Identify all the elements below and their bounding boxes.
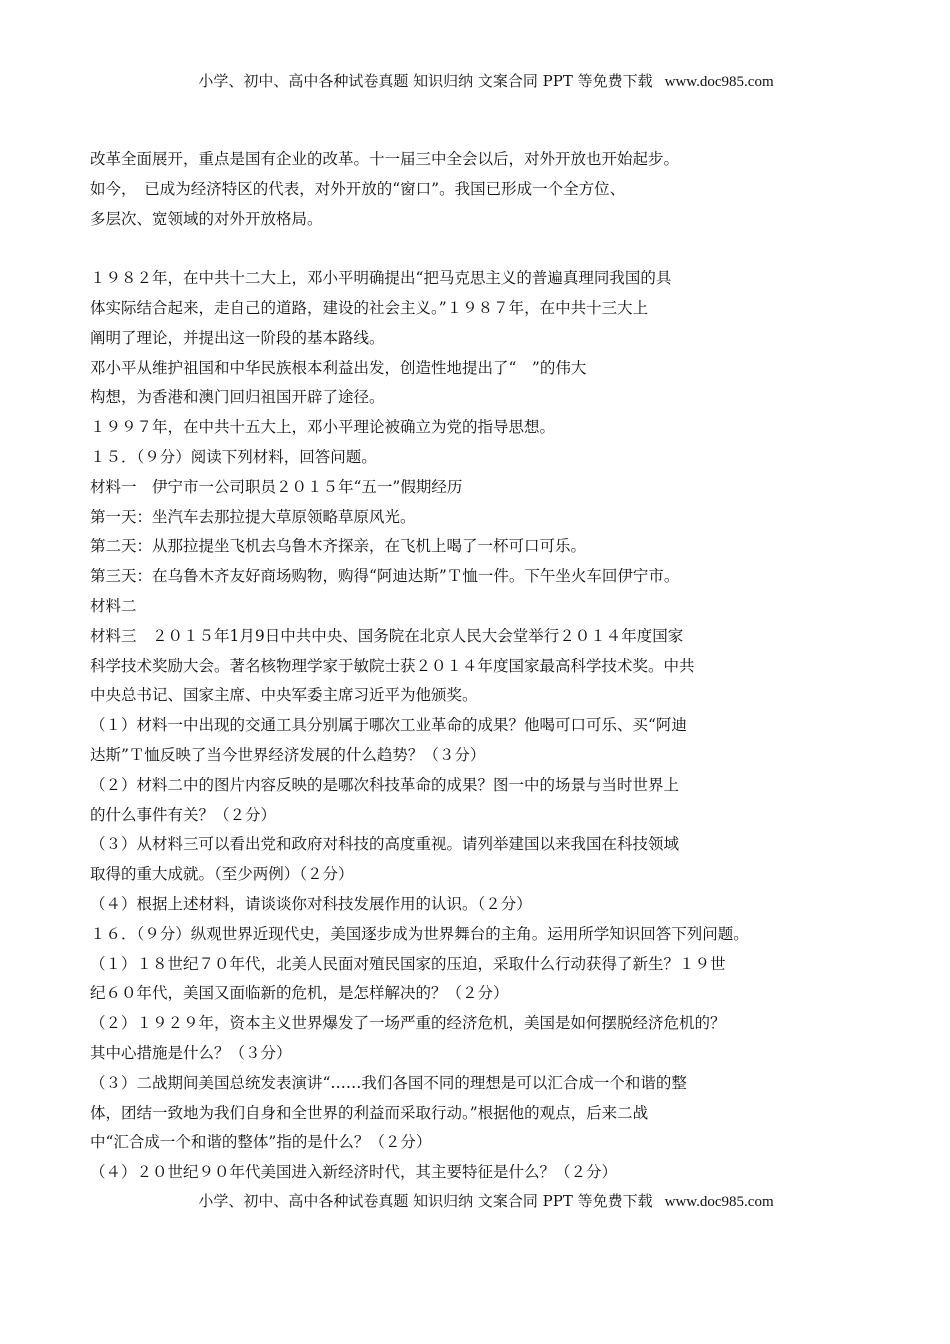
page-header [0, 70, 950, 91]
text-line: 多层次、宽领域的对外开放格局。 [90, 209, 323, 228]
footer-text: 小学、初中、高中各种试卷真题 知识归纳 文案合同 PPT 等免费下载 [198, 1192, 653, 1210]
text-line: 中“汇合成一个和谐的整体”指的是什么？（２分） [90, 1133, 432, 1152]
header-text: 小学、初中、高中各种试卷真题 知识归纳 文案合同 PPT 等免费下载 [198, 72, 653, 90]
text-line: 纪６０年代，美国又面临新的危机，是怎样解决的？（２分） [90, 984, 509, 1003]
text-line: 改革全面展开，重点是国有企业的改革。十一届三中全会以后，对外开放也开始起步。 [90, 150, 680, 168]
text-line: 体，团结一致地为我们自身和全世界的利益而采取行动。”根据他的观点，后来二战 [90, 1103, 649, 1122]
text-line: 体实际结合起来，走自己的道路，建设的社会主义。”１９８７年，在中共十三大上 [90, 298, 649, 317]
text-line: １５．（９分）阅读下列材料，回答问题。 [90, 447, 377, 466]
text-line: 科学技术奖励大会。著名核物理学家于敏院士获２０１４年度国家最高科学技术奖。中共 [90, 656, 695, 675]
text-line: １６．（９分）纵观世界近现代史，美国逐步成为世界舞台的主角。运用所学知识回答下列问题。 [90, 924, 749, 943]
text-line: 如今， 已成为经济特区的代表，对外开放的“窗口”。我国已形成一个全方位、 [90, 179, 626, 198]
text-line: １９９７年，在中共十五大上，邓小平理论被确立为党的指导思想。 [90, 418, 556, 437]
text-line: （３）从材料三可以看出党和政府对科技的高度重视。请列举建国以来我国在科技领域 [90, 835, 680, 854]
text-line: 取得的重大成就。（至少两例）（２分） [90, 865, 354, 884]
text-line: （１）材料一中出现的交通工具分别属于哪次工业革命的成果？他喝可口可乐、买“阿迪 [90, 716, 687, 735]
text-line: （２）材料二中的图片内容反映的是哪次科技革命的成果？图一中的场景与当时世界上 [90, 775, 680, 794]
text-line: 材料一 伊宁市一公司职员２０１５年“五一”假期经历 [90, 477, 463, 496]
text-line [90, 234, 850, 264]
text-line: 达斯”Ｔ恤反映了当今世界经济发展的什么趋势？（３分） [90, 745, 486, 764]
header-url: www.doc985.com [664, 74, 774, 90]
text-line: 第一天：坐汽车去那拉提大草原领略草原风光。 [90, 507, 416, 526]
text-line: 第二天：从那拉提坐飞机去乌鲁木齐探亲，在飞机上喝了一杯可口可乐。 [90, 537, 587, 556]
text-line: （４）２０世纪９０年代美国进入新经济时代，其主要特征是什么？（２分） [90, 1163, 618, 1182]
text-line: 构想，为香港和澳门回归祖国开辟了途径。 [90, 388, 385, 407]
text-line: 的什么事件有关？（２分） [90, 805, 277, 824]
text-line: １９８２年，在中共十二大上，邓小平明确提出“把马克思主义的普遍真理同我国的具 [90, 269, 672, 288]
text-line: （４）根据上述材料，请谈谈你对科技发展作用的认识。（２分） [90, 894, 532, 913]
page-footer [0, 1190, 950, 1211]
text-line: 阐明了理论，并提出这一阶段的基本路线。 [90, 328, 385, 347]
text-line: 其中心措施是什么？（３分） [90, 1043, 292, 1062]
text-line: （３）二战期间美国总统发表演讲“……我们各国不同的理想是可以汇合成一个和谐的整 [90, 1073, 687, 1092]
text-line: 邓小平从维护祖国和中华民族根本利益出发，创造性地提出了“ ”的伟大 [90, 358, 587, 377]
text-line: 中央总书记、国家主席、中央军委主席习近平为他颁奖。 [90, 686, 478, 705]
text-line: 第三天：在乌鲁木齐友好商场购物，购得“阿迪达斯”Ｔ恤一件。下午坐火车回伊宁市。 [90, 567, 680, 586]
text-line: （２）１９２９年，资本主义世界爆发了一场严重的经济危机，美国是如何摆脱经济危机的？ [90, 1014, 726, 1033]
text-line: 材料二 [90, 596, 137, 615]
text-line: （１）１８世纪７０年代，北美人民面对殖民国家的压迫，采取什么行动获得了新生？１９世 [90, 954, 726, 973]
text-line: 材料三 ２０１５年1月9日中共中央、国务院在北京人民大会堂举行２０１４年度国家 [90, 626, 684, 645]
document-body [90, 145, 850, 1188]
footer-url: www.doc985.com [664, 1194, 774, 1210]
